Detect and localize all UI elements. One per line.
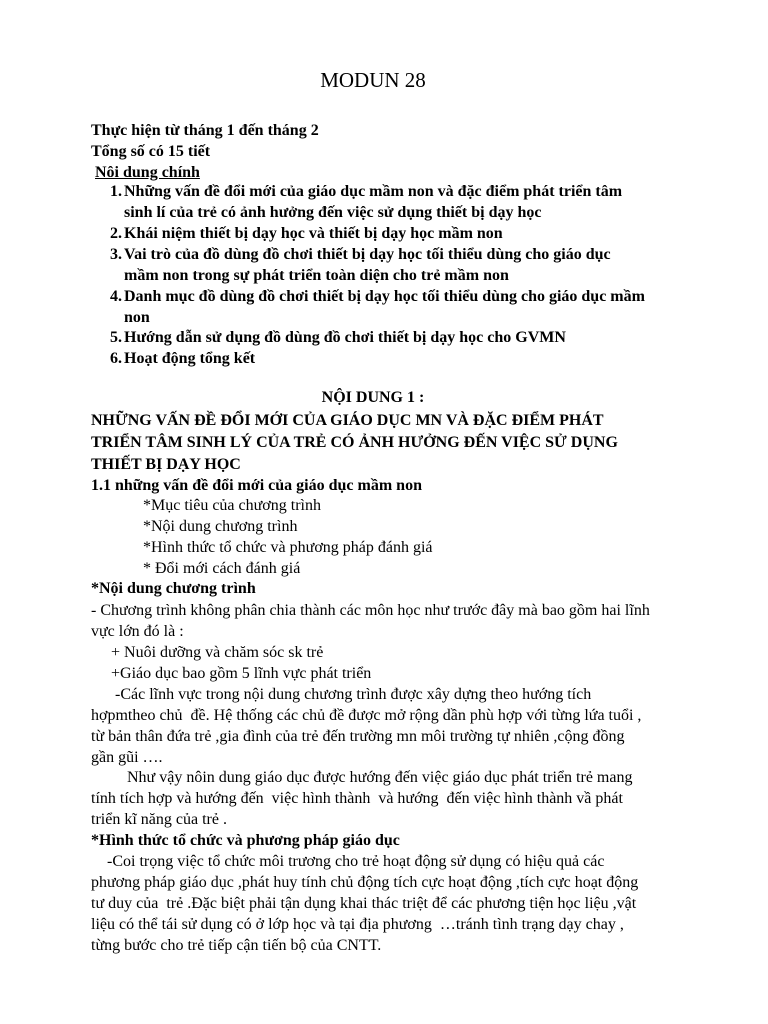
main-content-heading: Nôi dung chính	[95, 164, 200, 181]
total-periods-line: Tổng số có 15 tiết	[91, 143, 211, 160]
paragraph-line: liệu có thể tái sử dụng có ở lớp học và tại địa phương …tránh tình trạng dạy chay ,	[91, 916, 624, 933]
paragraph-line: + Nuôi dưỡng và chăm sóc sk trẻ	[91, 644, 324, 661]
list-item-continuation: sinh lí của trẻ có ảnh hưởng đến việc sử dụng thiết bị dạy học	[124, 204, 542, 221]
paragraph-line: từ bản thân đứa trẻ ,gia đình của trẻ đến trường mn môi trường tự nhiên ,cộng đồng	[91, 728, 625, 745]
list-item-continuation: mầm non trong sự phát triển toàn diện cho trẻ mầm non	[124, 267, 509, 284]
paragraph-line: gần gũi ….	[91, 749, 163, 766]
sub-item: *Hình thức tổ chức và phương pháp đánh giá	[143, 539, 433, 556]
schedule-line: Thực hiện từ tháng 1 đến tháng 2	[91, 122, 319, 139]
paragraph-line: -Coi trọng việc tổ chức môi trương cho trẻ hoạt động sử dụng có hiệu quả các	[91, 853, 605, 870]
list-item-number: 4.	[110, 288, 122, 305]
list-item: Hoạt động tổng kết	[124, 350, 256, 367]
list-item: Hướng dẫn sử dụng đồ dùng đồ chơi thiết bị dạy học cho GVMN	[124, 329, 566, 346]
sub-item: *Nội dung chương trình	[143, 518, 298, 535]
list-item-number: 3.	[110, 246, 122, 263]
list-item: Khái niệm thiết bị dạy học và thiết bị dạy học mầm non	[124, 225, 503, 242]
document-title: MODUN 28	[320, 68, 426, 92]
paragraph-line: hợpmtheo chủ đề. Hệ thống các chủ đề được mở rộng dần phù hợp với từng lứa tuổi ,	[91, 707, 642, 724]
paragraph-line: từng bước cho trẻ tiếp cận tiến bộ của CNTT.	[91, 937, 382, 954]
form-heading: *Hình thức tổ chức và phương pháp giáo dục	[91, 832, 400, 849]
list-item-number: 6.	[110, 350, 122, 367]
paragraph-line: triển kĩ năng của trẻ .	[91, 811, 227, 828]
paragraph-line: tư duy của trẻ .Đặc biệt phải tận dụng khai thác triệt để các phương tiện học liệu ,vật	[91, 895, 637, 912]
section-title-line: NHỮNG VẤN ĐỀ ĐỔI MỚI CỦA GIÁO DỤC MN VÀ ĐẶC ĐIỂM PHÁT	[91, 412, 604, 429]
section-heading: NỘI DUNG 1 :	[321, 389, 425, 406]
list-item-number: 1.	[110, 183, 122, 200]
paragraph-line: +Giáo dục bao gồm 5 lĩnh vực phát triển	[91, 665, 372, 682]
paragraph-line: - Chương trình không phân chia thành các môn học như trước đây mà bao gồm hai lĩnh	[91, 602, 650, 619]
paragraph-line: phương pháp giáo dục ,phát huy tính chủ động tích cực hoạt động ,tích cực hoạt động	[91, 874, 639, 891]
sub-item: * Đổi mới cách đánh giá	[143, 560, 301, 577]
paragraph-line: -Các lĩnh vực trong nội dung chương trình được xây dựng theo hướng tích	[91, 686, 592, 703]
subsection-heading: 1.1 những vấn đề đổi mới của giáo dục mầm non	[91, 477, 422, 494]
content-heading: *Nội dung chương trình	[91, 580, 256, 597]
section-title-line: THIẾT BỊ DẠY HỌC	[91, 456, 241, 473]
sub-item: *Mục tiêu của chương trình	[143, 497, 321, 514]
list-item-continuation: non	[124, 309, 150, 326]
list-item-number: 5.	[110, 329, 122, 346]
paragraph-line: Như vậy nôin dung giáo dục được hướng đến việc giáo dục phát triển trẻ mang	[91, 769, 633, 786]
list-item: Danh mục đồ dùng đồ chơi thiết bị dạy học tối thiểu dùng cho giáo dục mầm	[124, 288, 645, 305]
list-item: Những vấn đề đổi mới của giáo dục mầm non và đặc điểm phát triển tâm	[124, 183, 623, 200]
paragraph-line: vực lớn đó là :	[91, 623, 184, 640]
section-title-line: TRIỂN TÂM SINH LÝ CỦA TRẺ CÓ ẢNH HƯỞNG ĐẾN VIỆC SỬ DỤNG	[91, 434, 618, 451]
list-item: Vai trò của đồ dùng đồ chơi thiết bị dạy học tối thiểu dùng cho giáo dục	[124, 246, 611, 263]
paragraph-line: tính tích hợp và hướng đến việc hình thành và hướng đến việc hình thành vầ phát	[91, 790, 623, 807]
list-item-number: 2.	[110, 225, 122, 242]
